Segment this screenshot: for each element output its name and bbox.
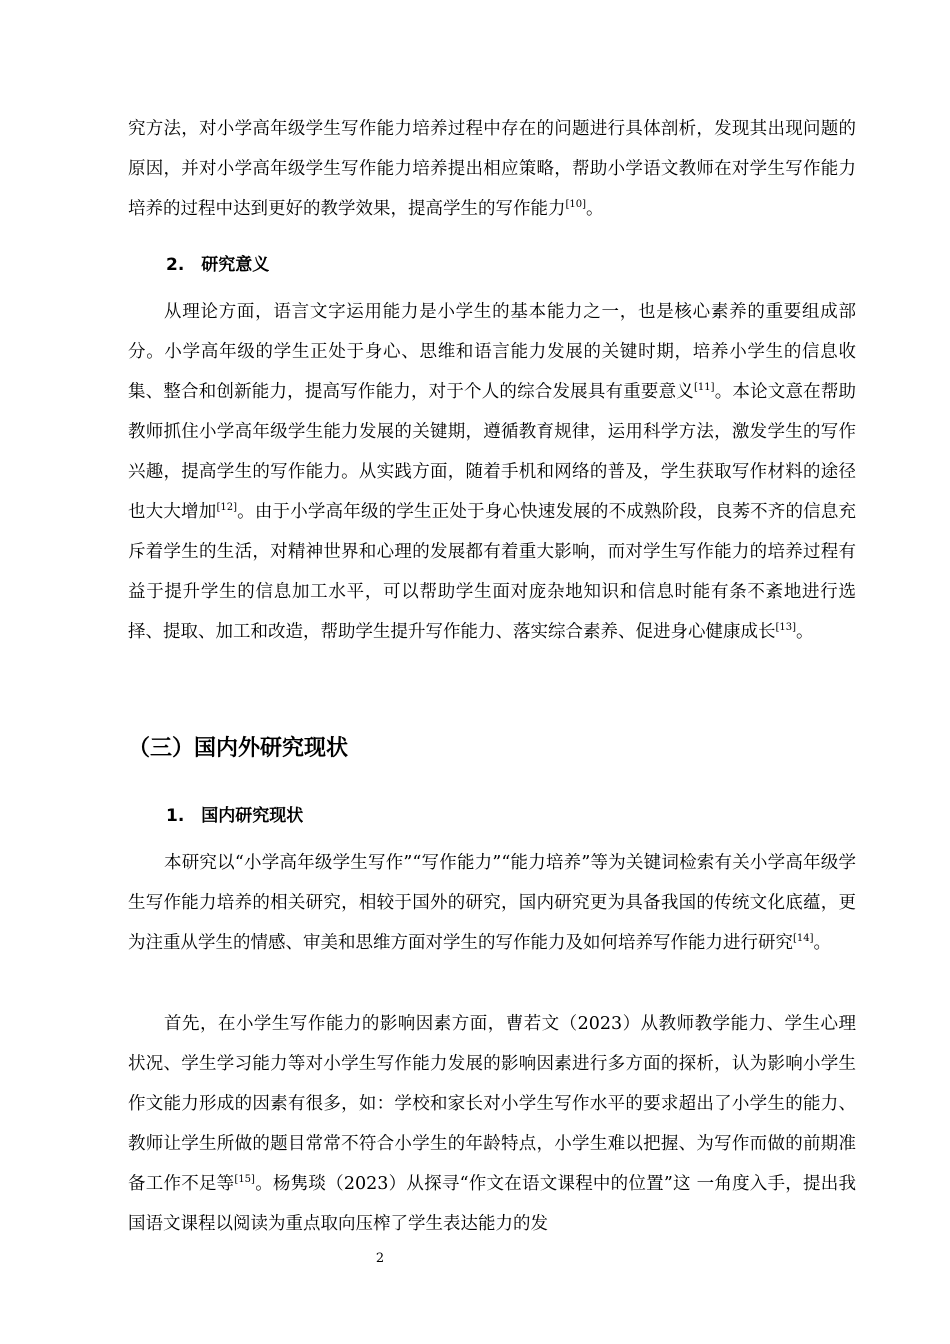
paragraph-research-significance [128,292,856,652]
paragraph-text: 。由于小学高年级的学生正处于身心快速发展的不成熟阶段，良莠不齐的信息充斥着学生的生活，对精神世界和心理的发展都有着重大影响，而对学生写作能力的培养过程有益于提升学生的信息加工水平，可以帮助学生面对庞杂地知识和信息时能有条不紊地进行选择、提取、加工和改造，帮助学生提升写作能力、落实综合素养、促进身心健康成长 [128,502,857,642]
paragraph-research-methods [128,109,856,229]
paragraph-text: 。杨隽琰（2023）从探寻“作文在语文课程中的位置”这 一角度入手，提出我国语文课程以阅读为重点取向压榨了学生表达能力的发 [128,1174,856,1234]
paragraph-text: 从理论方面，语言文字运用能力是小学生的基本能力之一，也是核心素养的重要组成部分。小学高年级的学生正处于身心、思维和语言能力发展的关键时期，培养小学生的信息收集、整合和创新能力，提高写作能力，对于个人的综合发展具有重要意义 [128,302,856,402]
heading-research-significance: 2. 研究意义 [166,255,270,275]
paragraph-end: 。 [796,622,814,642]
paragraph-text: 首先，在小学生写作能力的影响因素方面，曹若文（2023）从教师教学能力、学生心理状况、学生学习能力等对小学生写作能力发展的影响因素进行多方面的探析，认为影响小学生作文能力形成的因素有很多，如：学校和家长对小学生写作水平的要求超出了小学生的能力、教师让学生所做的题目常常不符合小学生的年龄特点，小学生难以把握、为写作而做的前期准备工作不足等 [128,1014,856,1194]
heading-research-status: （三）国内外研究现状 [128,736,349,761]
paragraph-text: 究方法，对小学高年级学生写作能力培养过程中存在的问题进行具体剖析，发现其出现问题的原因，并对小学高年级学生写作能力培养提出相应策略，帮助小学语文教师在对学生写作能力培养的过程中达到更好的教学效果，提高学生的写作能力 [128,119,856,219]
citation-12[interactable]: [12] [216,502,237,513]
page-number: 2 [375,1251,385,1266]
paragraph-end: 。 [813,933,832,953]
paragraph-end: 。 [586,199,604,219]
citation-13[interactable]: [13] [775,622,797,633]
paragraph-text: 。本论文意在帮助教师抓住小学高年级学生能力发展的关键期，遵循教育规律，运用科学方法，激发学生的写作兴趣，提高学生的写作能力。从实践方面，随着手机和网络的普及，学生获取写作材料的途径也大大增加 [128,382,857,522]
paragraph-domestic-overview [128,843,856,963]
paragraph-influencing-factors [128,1004,856,1244]
citation-14[interactable]: [14] [793,933,814,944]
paragraph-text: 本研究以“小学高年级学生写作”“写作能力”“能力培养”等为关键词检索有关小学高年级学生写作能力培养的相关研究，相较于国外的研究，国内研究更为具备我国的传统文化底蕴，更为注重从学生的情感、审美和思维方面对学生的写作能力及如何培养写作能力进行研究 [128,853,856,953]
heading-domestic-research: 1. 国内研究现状 [166,806,304,826]
citation-15[interactable]: [15] [234,1174,255,1185]
citation-11[interactable]: [11] [693,382,715,393]
citation-10[interactable]: [10] [565,199,587,210]
